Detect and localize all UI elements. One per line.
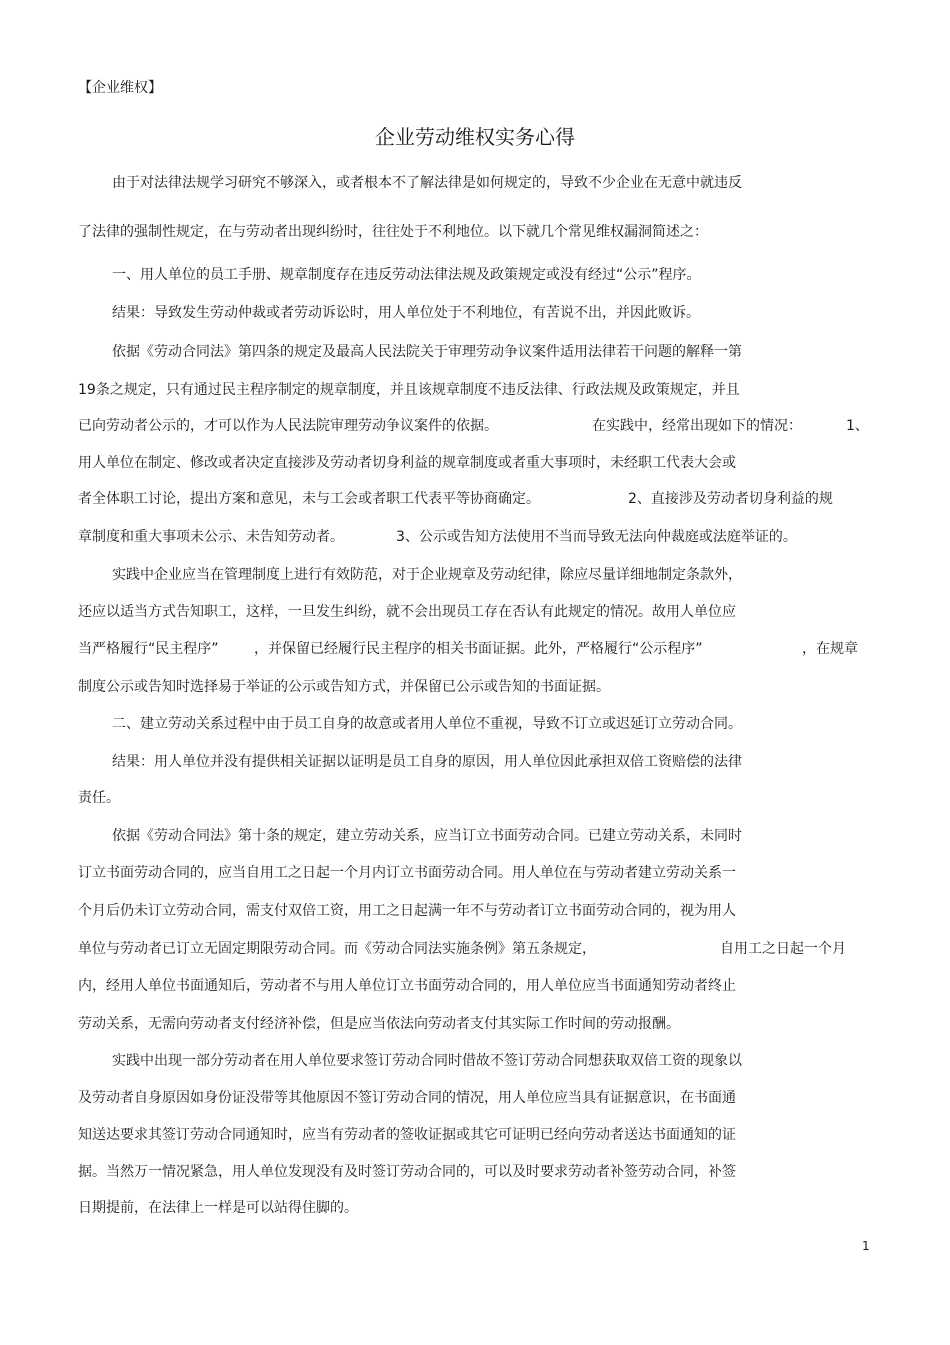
text-line: 了法律的强制性规定，在与劳动者出现纠纷时，往往处于不利地位。以下就几个常见维权漏洞简述之： [78,224,708,240]
text-line: 依据《劳动合同法》第四条的规定及最高人民法院关于审理劳动争议案件适用法律若干问题的解释一第 [112,344,742,360]
text-line: 还应以适当方式告知职工，这样，一旦发生纠纷，就不会出现员工存在否认有此规定的情况。故用人单位应 [78,604,736,620]
text-line: ，并保留已经履行民主程序的相关书面证据。此外，严格履行“公示程序” [254,641,703,657]
text-line: 自用工之日起一个月 [720,941,846,957]
text-line: 责任。 [78,790,120,806]
text-line: 据。当然万一情况紧急，用人单位发现没有及时签订劳动合同的，可以及时要求劳动者补签劳动合同，补签 [78,1164,736,1180]
text-line: 劳动关系，无需向劳动者支付经济补偿，但是应当依法向劳动者支付其实际工作时间的劳动报酬。 [78,1016,680,1032]
text-line: 内，经用人单位书面通知后，劳动者不与用人单位订立书面劳动合同的，用人单位应当书面通知劳动者终止 [78,978,736,994]
text-line: 者全体职工讨论，提出方案和意见，未与工会或者职工代表平等协商确定。 [78,491,540,507]
text-line: 订立书面劳动合同的，应当自用工之日起一个月内订立书面劳动合同。用人单位在与劳动者建立劳动关系一 [78,865,736,881]
text-line: 当严格履行“民主程序” [78,641,219,657]
text-line: 19条之规定，只有通过民主程序制定的规章制度，并且该规章制度不违反法律、行政法规及政策规定，并且 [78,382,740,398]
document-title: 企业劳动维权实务心得 [375,125,575,149]
section-heading-2: 二、建立劳动关系过程中由于员工自身的故意或者用人单位不重视，导致不订立或迟延订立劳动合同。 [112,716,742,732]
section-heading-1: 一、用人单位的员工手册、规章制度存在违反劳动法律法规及政策规定或没有经过“公示”程序。 [112,267,701,283]
text-line: 由于对法律法规学习研究不够深入，或者根本不了解法律是如何规定的，导致不少企业在无意中就违反 [112,175,742,191]
text-line: 结果：导致发生劳动仲裁或者劳动诉讼时，用人单位处于不利地位，有苦说不出，并因此败诉。 [112,305,700,321]
text-line: 日期提前，在法律上一样是可以站得住脚的。 [78,1200,358,1216]
text-line: 1、 [846,418,869,434]
text-line: 2、直接涉及劳动者切身利益的规 [628,491,833,507]
text-line: 及劳动者自身原因如身份证没带等其他原因不签订劳动合同的情况，用人单位应当具有证据意识，在书面通 [78,1090,736,1106]
text-line: 结果：用人单位并没有提供相关证据以证明是员工自身的原因，用人单位因此承担双倍工资赔偿的法律 [112,754,742,770]
text-line: ，在规章 [802,641,858,657]
text-line: 实践中出现一部分劳动者在用人单位要求签订劳动合同时借故不签订劳动合同想获取双倍工资的现象以 [112,1053,742,1069]
text-line: 依据《劳动合同法》第十条的规定，建立劳动关系，应当订立书面劳动合同。已建立劳动关系，未同时 [112,828,742,844]
text-line: 单位与劳动者已订立无固定期限劳动合同。而《劳动合同法实施条例》第五条规定， [78,941,596,957]
text-line: 实践中企业应当在管理制度上进行有效防范，对于企业规章及劳动纪律，除应尽量详细地制定条款外， [112,567,742,583]
text-line: 已向劳动者公示的，才可以作为人民法院审理劳动争议案件的依据。 [78,418,498,434]
text-line: 制度公示或告知时选择易于举证的公示或告知方式，并保留已公示或告知的书面证据。 [78,679,610,695]
page-number: 1 [862,1239,870,1253]
category-tag: 【企业维权】 [78,80,162,96]
text-line: 知送达要求其签订劳动合同通知时，应当有劳动者的签收证据或其它可证明已经向劳动者送达书面通知的证 [78,1127,736,1143]
text-line: 3、公示或告知方法使用不当而导致无法向仲裁庭或法庭举证的。 [396,529,797,545]
text-line: 章制度和重大事项未公示、未告知劳动者。 [78,529,344,545]
text-line: 用人单位在制定、修改或者决定直接涉及劳动者切身利益的规章制度或者重大事项时，未经职工代表大会或 [78,455,736,471]
text-line: 个月后仍未订立劳动合同，需支付双倍工资，用工之日起满一年不与劳动者订立书面劳动合同的，视为用人 [78,903,736,919]
text-line: 在实践中，经常出现如下的情况： [592,418,802,434]
